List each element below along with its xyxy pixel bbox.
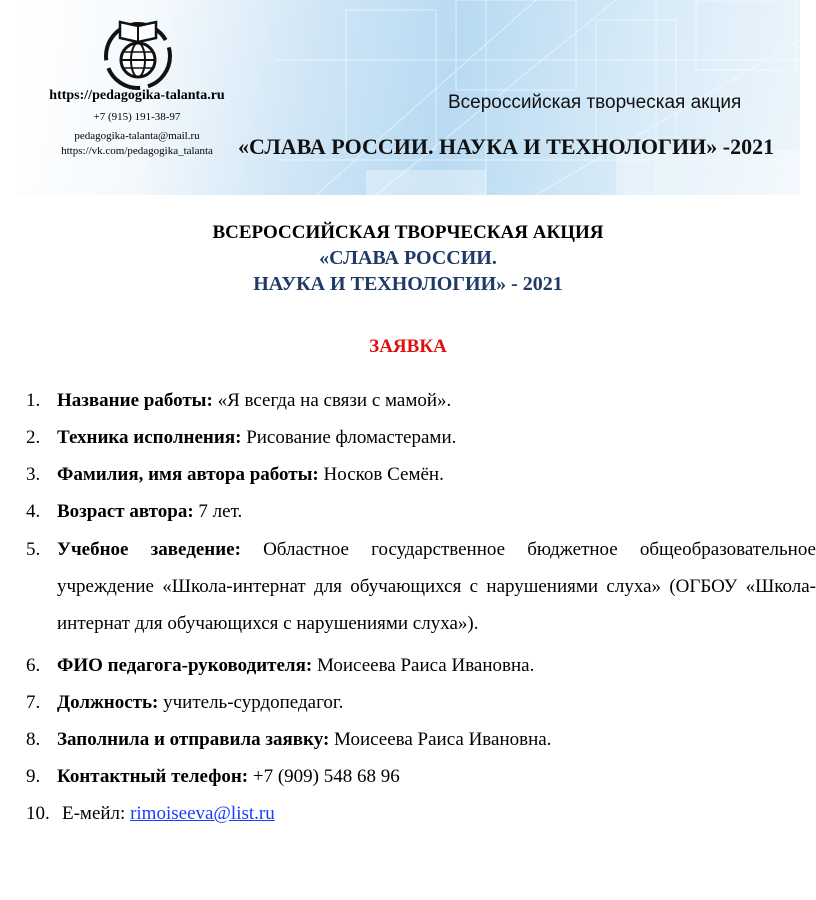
item-number: 6. [26, 655, 41, 676]
list-item [26, 690, 816, 716]
site-url[interactable]: https://pedagogika-talanta.ru [49, 88, 225, 103]
item-label: ФИО педагога-руководителя: [57, 655, 313, 676]
item-value: 7 лет. [193, 501, 243, 522]
item-number: 8. [26, 729, 41, 750]
item-number: 1. [26, 390, 41, 411]
item-number: 2. [26, 427, 41, 448]
list-item [26, 653, 816, 679]
book-globe-logo-icon [98, 12, 178, 92]
item-number: 9. [26, 766, 41, 787]
item-number: 3. [26, 464, 41, 485]
item-label: Е-мейл: [62, 803, 126, 824]
item-value: учитель-сурдопедагог. [158, 692, 344, 713]
list-item [26, 764, 816, 790]
list-item [26, 425, 816, 451]
item-value: +7 (909) 548 68 96 [248, 766, 400, 787]
heading-line2: «СЛАВА РОССИИ. [319, 247, 497, 269]
list-item [26, 801, 816, 827]
vk-link[interactable]: https://vk.com/pedagogika_talanta [61, 145, 213, 157]
item-label: Учебное заведение: [57, 539, 241, 560]
item-value: Рисование фломастерами. [241, 427, 457, 448]
heading-line3: НАУКА И ТЕХНОЛОГИИ» - 2021 [253, 273, 563, 295]
item-value: Моисеева Раиса Ивановна. [312, 655, 535, 676]
item-label: Должность: [57, 692, 159, 713]
request-title: ЗАЯВКА [369, 336, 447, 357]
page-heading [0, 222, 816, 296]
list-item [26, 499, 816, 525]
phone-number: +7 (915) 191-38-97 [93, 111, 181, 123]
list-item [26, 388, 816, 414]
item-number: 7. [26, 692, 41, 713]
list-item [26, 531, 816, 642]
item-label: Название работы: [57, 390, 213, 411]
item-label: Контактный телефон: [57, 766, 249, 787]
contact-email[interactable]: pedagogika-talanta@mail.ru [74, 130, 200, 142]
list-item [26, 727, 816, 753]
item-label: Возраст автора: [57, 501, 194, 522]
header-banner [16, 0, 800, 195]
application-list [26, 388, 816, 838]
item-number: 4. [26, 501, 41, 522]
item-value: Моисеева Раиса Ивановна. [329, 729, 552, 750]
contacts-block [32, 88, 242, 157]
banner-title-line2: «СЛАВА РОССИИ. НАУКА И ТЕХНОЛОГИИ» -2021 [238, 134, 775, 159]
item-label: Техника исполнения: [57, 427, 242, 448]
item-value: Областное государственное бюджетное общеобразовательное учреждение «Школа-интернат для обучающихся с нарушениями слуха» (ОГБОУ «Школа-интернат для обучающихся с нарушениями слуха»). [57, 539, 816, 634]
banner-title-line1: Всероссийская творческая акция [448, 92, 742, 113]
item-label: Заполнила и отправила заявку: [57, 729, 330, 750]
list-item [26, 462, 816, 488]
item-value: Носков Семён. [318, 464, 444, 485]
item-value: «Я всегда на связи с мамой». [212, 390, 452, 411]
heading-line1: ВСЕРОССИЙСКАЯ ТВОРЧЕСКАЯ АКЦИЯ [212, 222, 604, 243]
item-label: Фамилия, имя автора работы: [57, 464, 319, 485]
item-number: 5. [26, 539, 41, 560]
item-number: 10. [26, 803, 50, 824]
email-link[interactable]: rimoiseeva@list.ru [130, 803, 275, 824]
